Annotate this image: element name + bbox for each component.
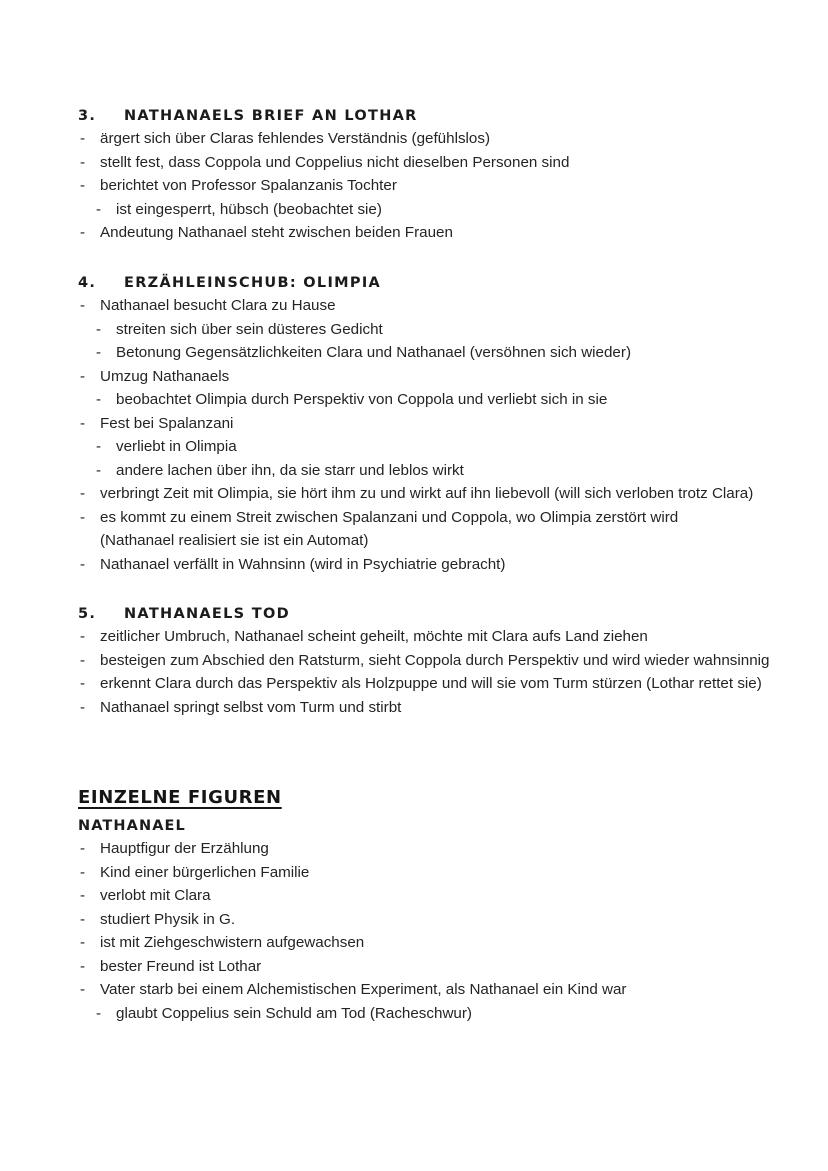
section-heading	[78, 272, 778, 294]
list-item: - Fest bei Spalanzani	[100, 412, 778, 436]
list-item: - besteigen zum Abschied den Ratsturm, sieht Coppola durch Perspektiv und wird wieder wahnsinnig	[100, 649, 778, 673]
section-heading	[78, 105, 778, 127]
list-item: - verlobt mit Clara	[100, 884, 778, 908]
section-title: ERZÄHLEINSCHUB: OLIMPIA	[124, 275, 382, 291]
list-item: - Betonung Gegensätzlichkeiten Clara und Nathanael (versöhnen sich wieder)	[116, 341, 778, 365]
list-item: - stellt fest, dass Coppola und Coppelius nicht dieselben Personen sind	[100, 151, 778, 175]
section-3	[78, 105, 778, 245]
list-item: - Nathanael besucht Clara zu Hause	[100, 294, 778, 318]
section-title: NATHANAELS BRIEF AN LOTHAR	[124, 108, 418, 124]
list-item: - Hauptfigur der Erzählung	[100, 837, 778, 861]
section-title: NATHANAELS TOD	[124, 606, 290, 622]
list-item: - streiten sich über sein düsteres Gedicht	[116, 318, 778, 342]
figure-name: NATHANAEL	[78, 818, 186, 834]
section-5	[78, 603, 778, 719]
bullet-list	[78, 625, 778, 719]
list-item: - Kind einer bürgerlichen Familie	[100, 861, 778, 885]
list-item: - Vater starb bei einem Alchemistischen Experiment, als Nathanael ein Kind war	[100, 978, 778, 1002]
bullet-list	[78, 294, 778, 576]
section-4	[78, 272, 778, 576]
list-item: - bester Freund ist Lothar	[100, 955, 778, 979]
figure-nathanael	[78, 815, 778, 1025]
list-item: - ärgert sich über Claras fehlendes Verständnis (gefühlslos)	[100, 127, 778, 151]
list-item: - Andeutung Nathanael steht zwischen beiden Frauen	[100, 221, 778, 245]
list-item: - Nathanael verfällt in Wahnsinn (wird in Psychiatrie gebracht)	[100, 553, 778, 577]
section-number: 5.	[78, 606, 97, 622]
figures-heading: EINZELNE FIGUREN	[78, 787, 282, 808]
list-item: - zeitlicher Umbruch, Nathanael scheint geheilt, möchte mit Clara aufs Land ziehen	[100, 625, 778, 649]
list-item: - beobachtet Olimpia durch Perspektiv von Coppola und verliebt sich in sie	[116, 388, 778, 412]
list-item: - berichtet von Professor Spalanzanis Tochter	[100, 174, 778, 198]
list-item: - ist eingesperrt, hübsch (beobachtet sie)	[116, 198, 778, 222]
bullet-list	[78, 837, 778, 1025]
list-item: - erkennt Clara durch das Perspektiv als Holzpuppe und will sie vom Turm stürzen (Lothar rettet sie)	[100, 672, 778, 696]
bullet-list	[78, 127, 778, 245]
section-number: 3.	[78, 108, 97, 124]
list-item: - ist mit Ziehgeschwistern aufgewachsen	[100, 931, 778, 955]
list-item: - studiert Physik in G.	[100, 908, 778, 932]
list-item: - Umzug Nathanaels	[100, 365, 778, 389]
list-item: - es kommt zu einem Streit zwischen Spalanzani und Coppola, wo Olimpia zerstört wird (Nathanael realisiert sie ist ein Automat)	[100, 506, 740, 553]
list-item: - andere lachen über ihn, da sie starr und leblos wirkt	[116, 459, 778, 483]
section-heading	[78, 603, 778, 625]
list-item: - verliebt in Olimpia	[116, 435, 778, 459]
list-item: - Nathanael springt selbst vom Turm und stirbt	[100, 696, 778, 720]
list-item: - glaubt Coppelius sein Schuld am Tod (Racheschwur)	[116, 1002, 778, 1026]
list-item: - verbringt Zeit mit Olimpia, sie hört ihm zu und wirkt auf ihn liebevoll (will sich verloben trotz Clara)	[100, 482, 778, 506]
section-number: 4.	[78, 275, 97, 291]
